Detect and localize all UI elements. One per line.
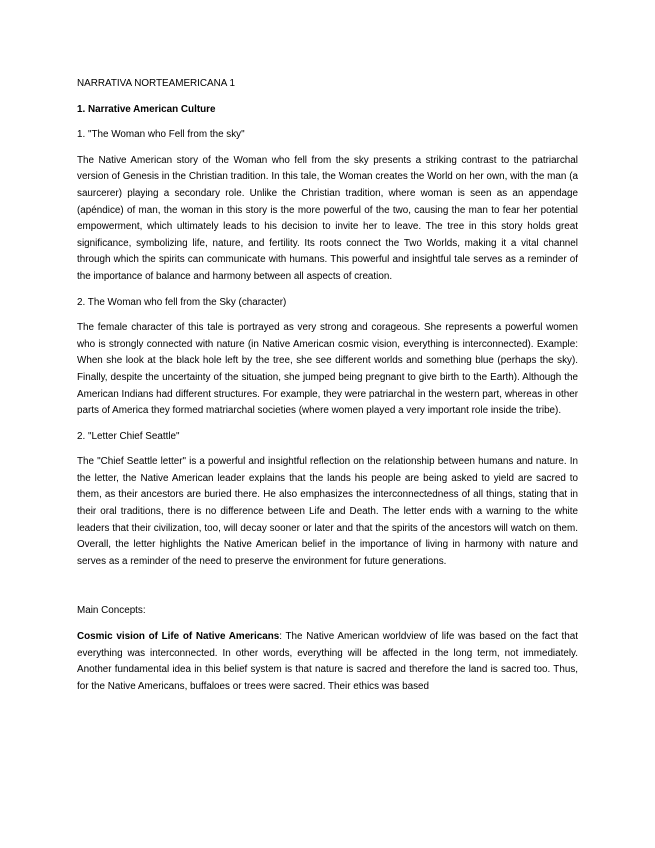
subsection-heading-woman-fell: 1. "The Woman who Fell from the sky" xyxy=(77,129,245,141)
paragraph-woman-character: The female character of this tale is portrayed as very strong and corageous. She represents a powerful women who is strongly connected with nature (in Native American cosmic vision, everything is interconnected). Example: When she look at the black hole left by the tree, she see different worlds and something blue (perhaps the sky). Finally, despite the uncertainty of the situation, she jumped being pregnant to give birth to the Earth). Although the American Indians had different structures. For example, they were patriarchal in the western part, whereas in other parts of America they formed matriarchal societies (where women played a very important role inside the tribe). xyxy=(77,322,578,417)
subsection-heading-woman-character: 2. The Woman who fell from the Sky (character) xyxy=(77,296,287,308)
blank-space xyxy=(77,579,578,603)
paragraph-cosmic-vision xyxy=(77,629,578,695)
section-heading: 1. Narrative American Culture xyxy=(77,103,216,115)
paragraph-chief-seattle: The "Chief Seattle letter" is a powerful and insightful reflection on the relationship between humans and nature. In the letter, the Native American leader explains that the lands his people are being asked to yield are sacred to them, as their ancestors are buried there. He also emphasizes the interconnectedness of all things, stating that in their oral traditions, there is no difference between Life and Death. The letter ends with a warning to the white leaders that their civilization, too, will decay sooner or later and that the spirits of the ancestors will watch on them. Overall, the letter highlights the Native American belief in the importance of living in harmony with nature and serves as a reminder of the need to preserve the environment for future generations. xyxy=(77,456,578,567)
main-concepts-heading: Main Concepts: xyxy=(77,605,146,617)
concept-text: : The Native American worldview of life was based on the fact that everything was interconnected. In other words, everything will be affected in the long term, not immediately. Another fundamental idea in this belief system is that nature is sacred and therefore the land is sacred too. Thus, for the Native Americans, buffaloes or trees were sacred. Their ethics was based xyxy=(77,631,578,692)
concept-term: Cosmic vision of Life of Native Americans xyxy=(77,631,280,643)
document-title: NARRATIVA NORTEAMERICANA 1 xyxy=(77,78,236,89)
paragraph-woman-fell: The Native American story of the Woman who fell from the sky presents a striking contrast to the patriarchal version of Genesis in the Christian tradition. In this tale, the Woman creates the World on her own, with the man (a saurcerer) playing a secondary role. Unlike the Christian tradition, where woman is seen as an appendage (apéndice) of man, the woman in this story is the more powerful of the two, causing the man to fear her potential empowerment, which ultimately leads to his decision to invite her to leave. The tree in this story holds great significance, symbolizing life, nature, and fertility. Its roots connect the Two Worlds, making it a vital channel through which the spirits can communicate with humans. This powerful and insightful tale serves as a reminder of the importance of balance and harmony between all aspects of creation. xyxy=(77,154,578,282)
subsection-heading-chief-seattle: 2. "Letter Chief Seattle" xyxy=(77,430,180,442)
